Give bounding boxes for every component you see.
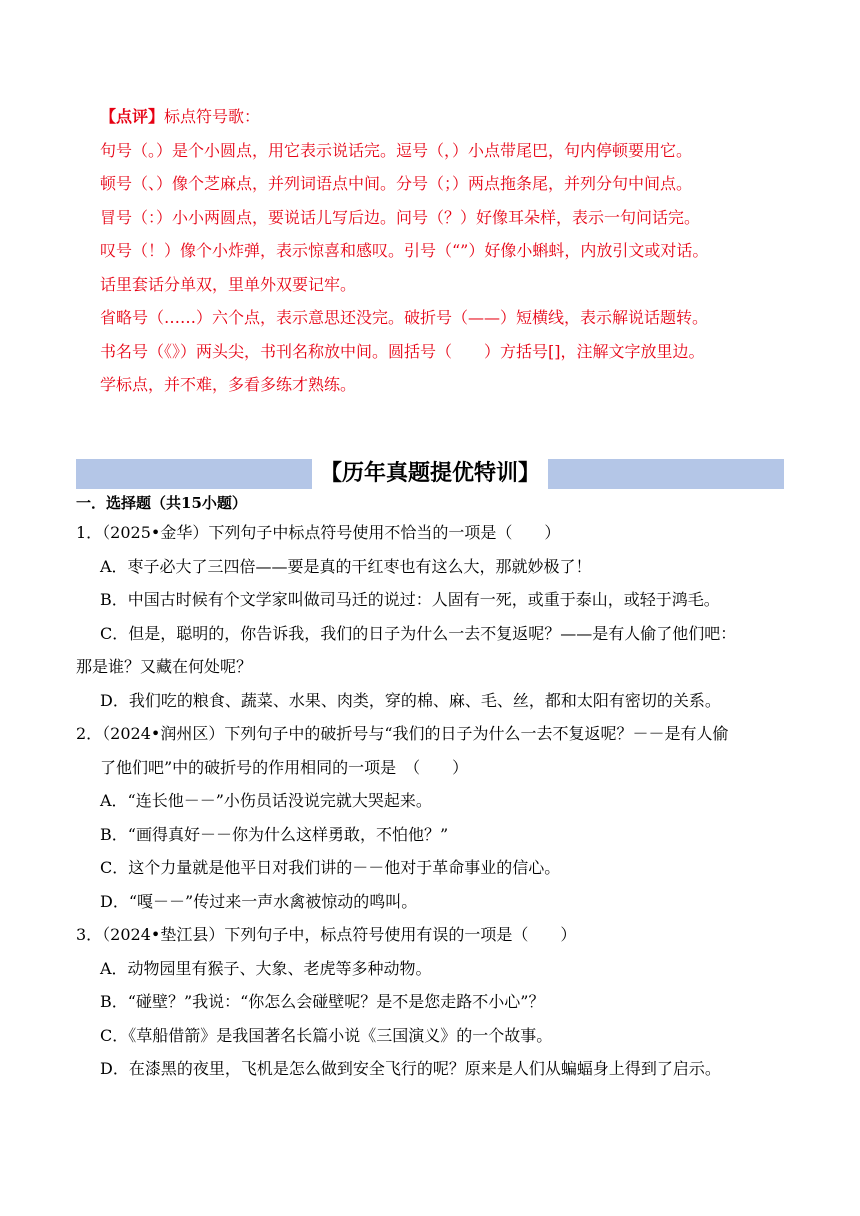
option-c: C．《草船借箭》是我国著名长篇小说《三国演义》的一个故事。 (100, 1025, 553, 1045)
option-a: A．动物园里有猴子、大象、老虎等多种动物。 (100, 958, 432, 978)
comment-line: 顿号（、）像个芝麻点，并列词语点中间。分号（；）两点拖条尾，并列分句中间点。 (100, 174, 693, 193)
option-c: C．但是，聪明的，你告诉我，我们的日子为什么一去不复返呢？——是有人偷了他们吧： (100, 623, 737, 643)
question-stem: 2．（2024•润州区）下列句子中的破折号与“我们的日子为什么一去不复返呢？－－是有人偷 (76, 724, 729, 743)
question-stem-continued: 了他们吧”中的破折号的作用相同的一项是 （ ） (100, 757, 469, 777)
option-d: D．我们吃的粮食、蔬菜、水果、肉类，穿的棉、麻、毛、丝，都和太阳有密切的关系。 (100, 690, 721, 710)
comment-line: 书名号（《》）两头尖，书刊名称放中间。圆括号（ ）方括号[]，注解文字放里边。 (100, 341, 705, 361)
question-1 (76, 522, 791, 723)
comment-line: 话里套话分单双，里单外双要记牢。 (100, 274, 357, 294)
option-c: C．这个力量就是他平日对我们讲的－－他对于革命事业的信心。 (100, 858, 561, 877)
comment-tag: 【点评】 (100, 107, 165, 126)
comment-line: 句号（。）是个小圆点，用它表示说话完。逗号（，）小点带尾巴，句内停顿要用它。 (100, 140, 693, 160)
section-heading: 一．选择题（共15小题） (76, 494, 247, 512)
comment-line: 学标点，并不难，多看多练才熟练。 (100, 375, 357, 394)
comment-title-line (100, 106, 800, 140)
question-list (76, 522, 791, 1092)
section-banner (76, 459, 784, 489)
option-d: D．在漆黑的夜里，飞机是怎么做到安全飞行的呢？原来是人们从蝙蝠身上得到了启示。 (100, 1059, 721, 1078)
question-2 (76, 723, 791, 924)
option-d: D．“嘎－－”传过来一声水禽被惊动的鸣叫。 (100, 891, 418, 911)
option-a: A．枣子必大了三四倍——要是真的干红枣也有这么大，那就妙极了！ (100, 556, 592, 576)
question-stem: 3．（2024•垫江县）下列句子中，标点符号使用有误的一项是（ ） (76, 925, 577, 944)
question-3 (76, 924, 791, 1092)
option-b: B．中国古时候有个文学家叫做司马迁的说过：人固有一死，或重于泰山，或轻于鸿毛。 (100, 590, 720, 609)
option-b: B．“碰壁？”我说：“你怎么会碰壁呢？是不是您走路不小心”？ (100, 992, 545, 1011)
option-b: B．“画得真好－－你为什么这样勇敢，不怕他？” (100, 824, 449, 844)
comment-line: 冒号（：）小小两圆点，要说话儿写后边。问号（？）好像耳朵样，表示一句问话完。 (100, 207, 701, 227)
comment-block (100, 106, 800, 408)
comment-title: 标点符号歌： (164, 107, 261, 126)
comment-line: 省略号（……）六个点，表示意思还没完。破折号（——）短横线，表示解说话题转。 (100, 308, 709, 327)
option-c-continued: 那是谁？又藏在何处呢？ (76, 657, 253, 676)
question-stem: 1．（2025•金华）下列句子中标点符号使用不恰当的一项是（ ） (76, 523, 561, 542)
option-a: A．“连长他－－”小伤员话没说完就大哭起来。 (100, 791, 432, 810)
banner-title: 【历年真题提优特训】 (312, 459, 548, 489)
comment-line: 叹号（！）像个小炸弹，表示惊喜和感叹。引号（“”）好像小蝌蚪，内放引文或对话。 (100, 241, 709, 260)
